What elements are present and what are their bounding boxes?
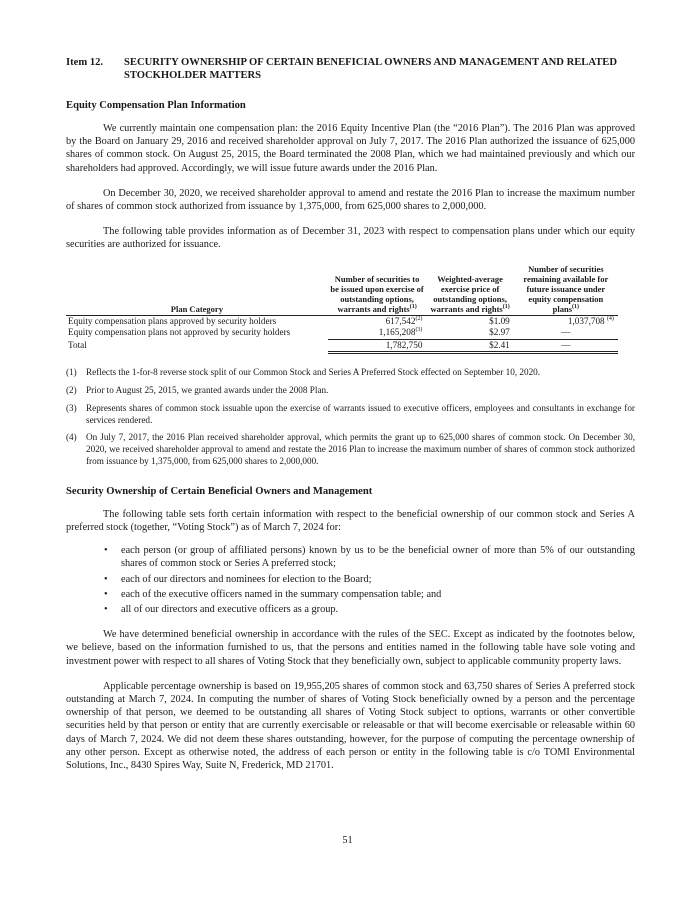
- row-price: $2.41: [426, 339, 513, 353]
- list-item: • each of our directors and nominees for election to the Board;: [66, 573, 635, 586]
- row-category: Total: [68, 340, 87, 351]
- row-issued: 1,165,208$^{(3)}$: [328, 327, 427, 339]
- footnote-text: Represents shares of common stock issuable upon the exercise of warrants issued to executive officers, employees and consultants in exchange for services rendered.: [86, 402, 635, 425]
- item-title: SECURITY OWNERSHIP OF CERTAIN BENEFICIAL OWNERS AND MANAGEMENT AND RELATED STOCKHOLDER MATTERS: [124, 57, 617, 81]
- header-weighted-price: Weighted-average exercise price of outstanding options, warrants and rights$^{(1)}$: [426, 264, 513, 316]
- footnote: [66, 432, 635, 467]
- row-price: $2.97: [426, 327, 513, 339]
- footnote-label: (2): [66, 384, 77, 395]
- row-remaining: —: [514, 327, 618, 339]
- equity-paragraph-1: We currently maintain one compensation plan: the 2016 Equity Incentive Plan (the “2016 Plan”). The 2016 Plan was approved by the Board on January 29, 2016 and received shareholder approval on July 7, 2017. The 2016 Plan authorized the issuance of 625,000 shares of common stock. On August 25, 2015, the Board terminated the 2008 Plan, which we had maintained previously and which our shareholders had approved. Accordingly, we will issue future awards under the 2016 Plan.: [66, 123, 635, 174]
- header-spacer: [618, 264, 635, 316]
- footnote-text: Prior to August 25, 2015, we granted awards under the 2008 Plan.: [86, 384, 329, 395]
- list-item: • each of the executive officers named in the summary compensation table; and: [66, 588, 635, 601]
- ownership-paragraph-1: We have determined beneficial ownership in accordance with the rules of the SEC. Except as indicated by the footnotes below, we believe, based on the information furnished to us, that the persons and entities named in the following table have sole voting and investment power with respect to all shares of Voting Stock that they beneficially own, subject to applicable community property laws.: [66, 629, 635, 667]
- row-remaining: 1,037,708 $^{(4)}$: [567, 315, 614, 326]
- ownership-bullet-list: [66, 544, 635, 616]
- header-securities-issued: Number of securities to be issued upon exercise of outstanding options, warrants and rights$^{(1)}$: [328, 264, 427, 316]
- row-issued: 1,782,750: [328, 339, 427, 353]
- table-footnotes: [66, 367, 635, 468]
- header-plan-category: Plan Category: [66, 264, 328, 316]
- equity-paragraph-3: The following table provides information as of December 31, 2023 with respect to compensation plans under which our equity securities are authorized for issuance.: [66, 226, 635, 251]
- ownership-section-title: Security Ownership of Certain Beneficial Owners and Management: [66, 485, 373, 497]
- footnote: [66, 367, 635, 379]
- equity-section-title: Equity Compensation Plan Information: [66, 100, 246, 111]
- table-row: [66, 327, 635, 339]
- row-issued: 617,542$^{(2)}$: [385, 315, 423, 326]
- equity-compensation-table: [66, 264, 635, 355]
- row-category: Equity compensation plans not approved by security holders: [68, 327, 291, 338]
- footnote: [66, 403, 635, 427]
- list-item: • each person (or group of affiliated persons) known by us to be the beneficial owner of more than 5% of our outstanding shares of common stock or Series A preferred stock;: [66, 544, 635, 570]
- header-securities-remaining: Number of securities remaining available for future issuance under equity compensation plans$^{(1)}$: [514, 264, 618, 316]
- item-heading: [66, 56, 635, 82]
- footnote-label: (3): [66, 402, 77, 413]
- bullet-icon: •: [104, 603, 108, 615]
- equity-paragraph-2: On December 30, 2020, we received shareholder approval to amend and restate the 2016 Plan to increase the maximum number of shares of common stock authorized from issuance by 1,375,000, from 625,000 shares to 2,000,000.: [66, 187, 635, 213]
- table-header-row: [66, 264, 635, 316]
- footnote-label: (1): [66, 367, 77, 378]
- row-remaining: —: [514, 339, 618, 353]
- row-price: $1.09: [489, 315, 510, 326]
- list-item: • all of our directors and executive officers as a group.: [66, 603, 635, 616]
- bullet-icon: •: [104, 573, 108, 585]
- ownership-paragraph-2: Applicable percentage ownership is based on 19,955,205 shares of common stock and 63,750 shares of Series A preferred stock outstanding at March 7, 2024. In computing the number of shares of Voting Stock beneficially owned by a person and the percentage ownership of that person, we deemed to be outstanding all shares of Voting Stock subject to options, warrants or other convertible securities held by that person or entity that are currently exercisable or releasable or that will become exercisable or releasable within 60 days of March 7, 2024. We did not deem these shares outstanding, however, for the purpose of computing the percentage ownership of any other person. Except as otherwise noted, the address of each person or entity in the following table is c/o TOMI Environmental Solutions, Inc., 8430 Spires Way, Suite N, Frederick, MD 21701.: [66, 680, 635, 771]
- page-number: 51: [342, 835, 353, 846]
- ownership-intro: The following table sets forth certain information with respect to the beneficial ownership of our common stock and Series A preferred stock (together, “Voting Stock”) as of March 7, 2024 for:: [66, 508, 635, 533]
- footnote-text: On July 7, 2017, the 2016 Plan received shareholder approval, which permits the grant up to 625,000 shares of common stock. On December 30, 2020, we received shareholder approval to amend and restate the 2016 Plan to increase the maximum number of shares of common stock authorized from issuance by 1,375,000, from 625,000 shares to 2,000,000.: [86, 432, 635, 466]
- bullet-icon: •: [104, 545, 108, 557]
- table-row: [66, 315, 635, 327]
- item-number: Item 12.: [66, 57, 104, 68]
- row-category: Equity compensation plans approved by security holders: [68, 315, 277, 326]
- footnote-text: Reflects the 1-for-8 reverse stock split of our Common Stock and Series A Preferred Stock effected on September 10, 2020.: [86, 367, 541, 378]
- footnote: [66, 385, 635, 397]
- footnote-label: (4): [66, 432, 77, 443]
- table-total-row: [66, 339, 635, 353]
- bullet-icon: •: [104, 588, 108, 600]
